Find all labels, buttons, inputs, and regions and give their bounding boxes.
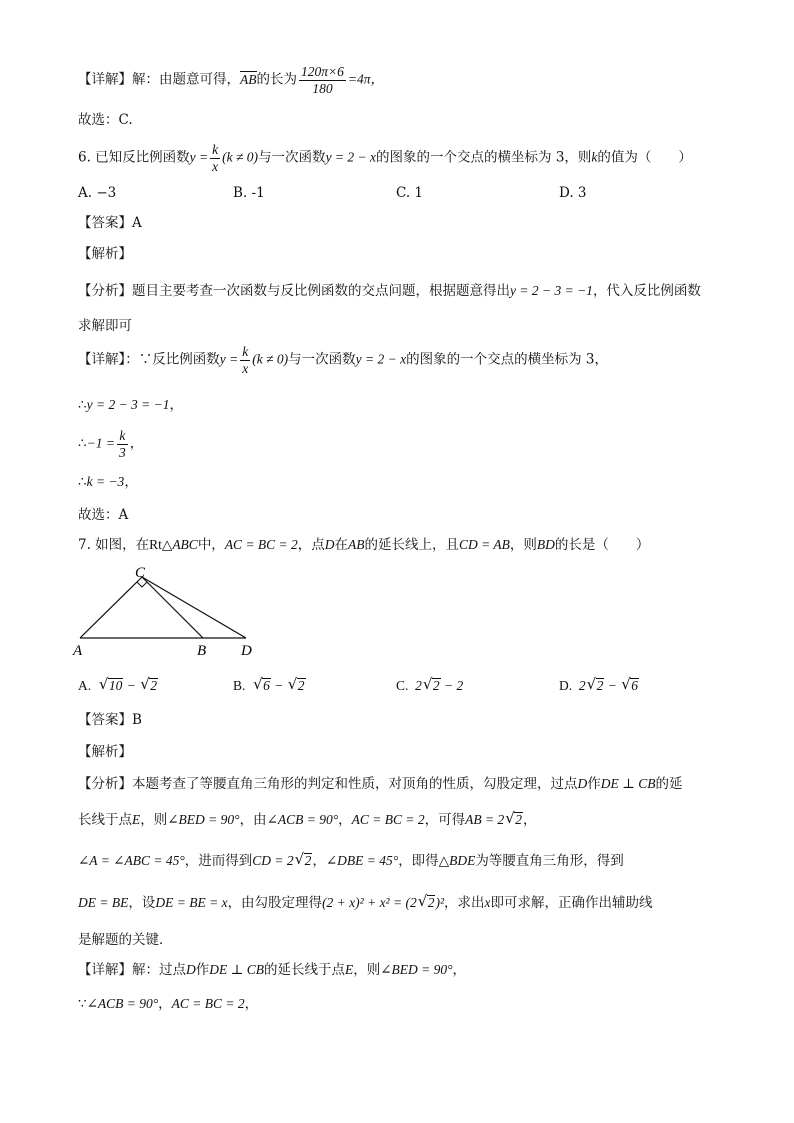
label-c: C [135,565,146,581]
q6-analysis-line-1: 【分析】题目主要考查一次函数与反比例函数的交点问题，根据题意得出y = 2 − 3 = −1，代入反比例函数 [78,283,701,299]
option-b: B. -1 [233,185,265,201]
q6-choose: 故选：A [78,507,129,523]
option-b: B. √ 6 − √ 2 [233,675,305,693]
fraction-k-over-x: $\frac{k}{x}$ [242,344,249,376]
q6-detail-line-1: 【详解】：∵反比例函数y = $\frac{k}{x}$ (k ≠ 0)与一次函数y = 2 − x的图象的一个交点的横坐标为 3， [78,344,608,376]
q7-analysis-header: 【解析】 [78,744,132,760]
fraction-k-over-3: $\frac{k}{3}$ [118,428,126,460]
q6-analysis-header: 【解析】 [78,246,132,262]
q7-analysis-line-1: 【分析】本题考查了等腰直角三角形的判定和性质，对顶角的性质，勾股定理，过点D作DE ⊥ CB的延 [78,776,683,792]
fraction-arc: $\frac{120\pi\times 6}{180}$ [301,64,344,96]
fraction-k-over-x: $\frac{k}{x}$ [212,142,219,174]
q6-step-3: ∴k = −3， [78,474,138,490]
label-d: D [241,643,252,659]
q6-analysis-line-2: 求解即可 [78,318,132,334]
q6-step-2: ∴−1 = $\frac{k}{3}$ ， [78,428,144,460]
segment-ac [80,577,142,638]
q6-answer: 【答案】A [78,215,142,231]
label-b: B [197,643,207,659]
question-7: 7. 如图，在Rt△ABC中，AC = BC = 2，点D在AB的延长线上，且CD = AB，则BD的长是（ ） [78,537,650,553]
option-c: C. 2 √ 2 − 2 [396,675,464,693]
question-6-options [78,185,758,205]
question-6: 6. 已知反比例函数y = $\frac{k}{x}$ (k ≠ 0)与一次函数y = 2 − x的图象的一个交点的横坐标为 3，则k的值为（ ） [78,142,692,174]
q7-analysis-line-4: DE = BE，设DE = BE = x，由勾股定理得(2 + x)² + x² = (2 √ 2)²，求出x即可求解，正确作出辅助线 [78,892,653,911]
q6-step-1: ∴y = 2 − 3 = −1， [78,397,184,413]
option-a: A. √ 10 − √ 2 [78,675,157,693]
arc-ab: AB [240,71,257,87]
option-a: A. −3 [78,185,117,201]
q7-detail-line-1: 【详解】解：过点D作DE ⊥ CB的延长线于点E，则∠BED = 90°， [78,962,467,978]
question-7-options [78,675,758,698]
q7-answer: 【答案】B [78,712,142,728]
label-a: A [73,643,83,659]
q7-analysis-line-3: ∠A = ∠ABC = 45°，进而得到CD = 2 √ 2，∠DBE = 45°，即得△BDE为等腰直角三角形，得到 [78,850,624,869]
option-d: D. 3 [559,185,587,201]
triangle-figure [70,562,270,662]
q7-analysis-line-5: 是解题的关键． [78,932,173,948]
solution-line-arc: 【详解】解：由题意可得，AB的长为 $\frac{120\pi\times 6}{180}$ =4π， [78,64,384,96]
option-c: C. 1 [396,185,424,201]
option-d: D. 2 √ 2 − √ 6 [559,675,638,693]
right-angle-mark [137,582,147,587]
q7-detail-line-2: ∵∠ACB = 90°，AC = BC = 2， [78,996,259,1012]
q7-analysis-line-2: 长线于点E，则∠BED = 90°，由∠ACB = 90°，AC = BC = 2，可得AB = 2 √ 2， [78,809,537,828]
choose-line-c: 故选：C. [78,112,133,128]
